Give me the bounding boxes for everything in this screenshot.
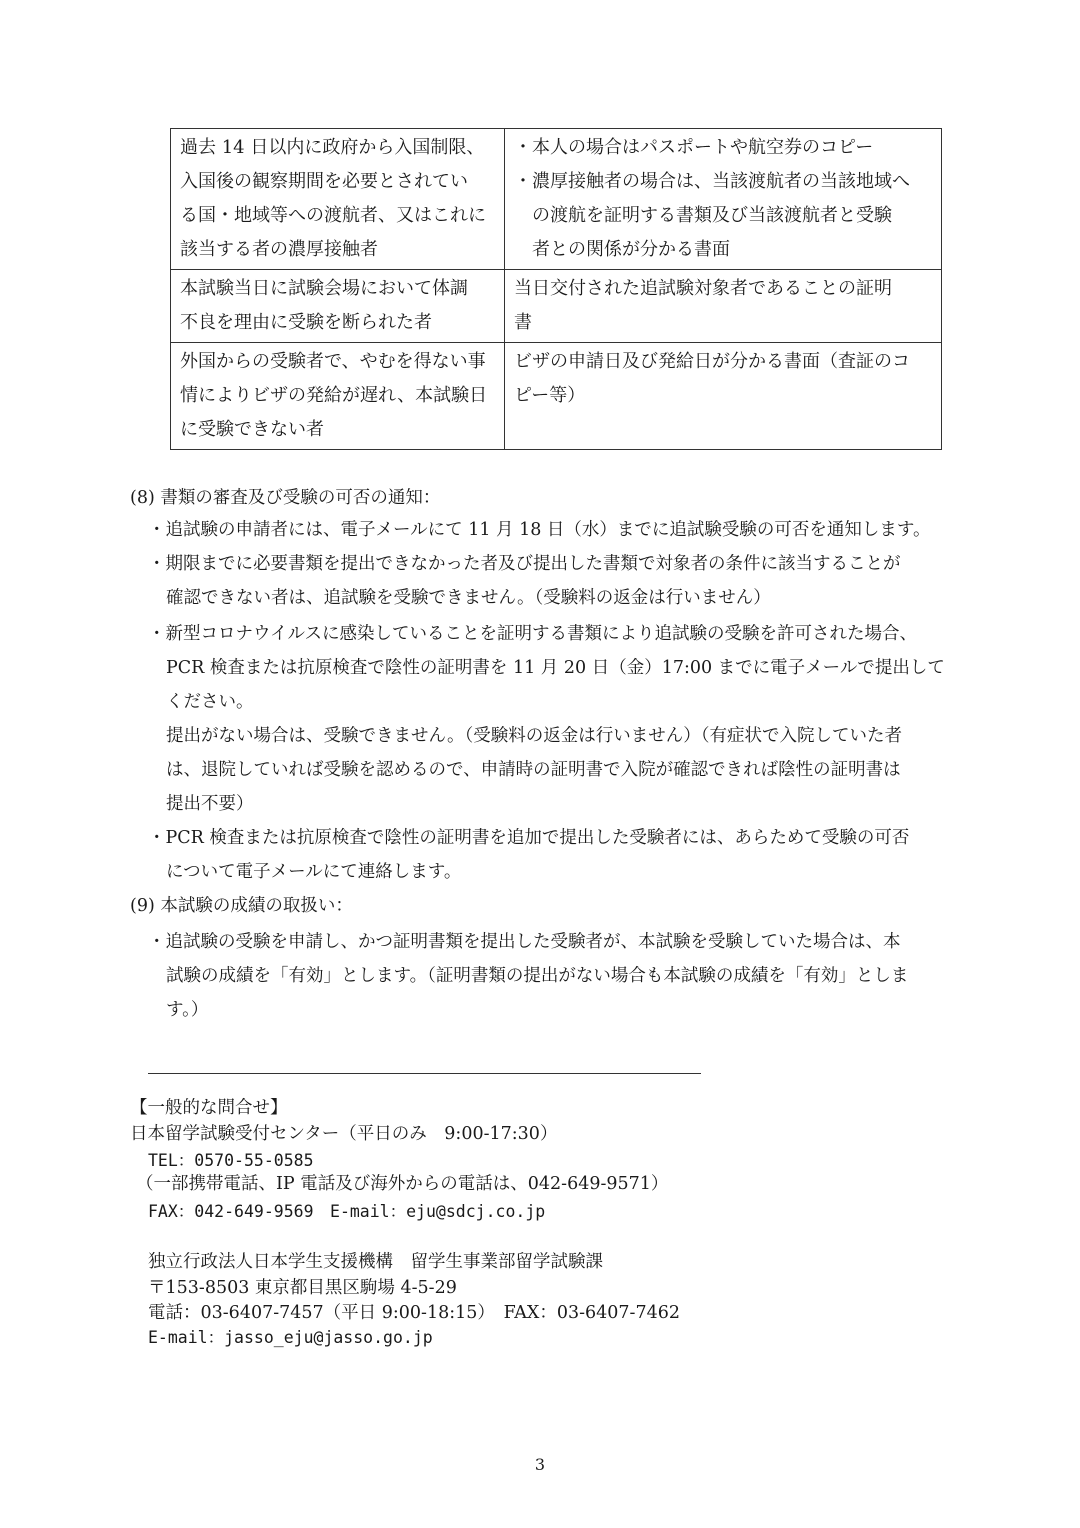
contact-org: 独立行政法人日本学生支援機構 留学生事業部留学試験課 bbox=[148, 1252, 603, 1272]
section-8-line: ください。 bbox=[166, 692, 254, 712]
cell-text: 当日交付された追試験対象者であることの証明 bbox=[514, 278, 892, 299]
cell-text: 過去 14 日以内に政府から入国制限、 bbox=[180, 137, 485, 158]
cell-text: に受験できない者 bbox=[180, 419, 324, 440]
section-9-line: ・追試験の受験を申請し、かつ証明書類を提出した受験者が、本試験を受験していた場合は、本 bbox=[148, 932, 901, 952]
section-8-line: は、退院していれば受験を認めるので、申請時の証明書で入院が確認できれば陰性の証明書は bbox=[166, 760, 901, 780]
cell-text: 者との関係が分かる書面 bbox=[532, 239, 730, 260]
cell-text: ・本人の場合はパスポートや航空券のコピー bbox=[514, 137, 874, 158]
table-cell-documents bbox=[505, 129, 942, 270]
section-8-line: 確認できない者は、追試験を受験できません。（受験料の返金は行いません） bbox=[166, 588, 771, 608]
cell-text: 該当する者の濃厚接触者 bbox=[180, 239, 378, 260]
table-cell-documents bbox=[505, 270, 942, 343]
divider-line bbox=[148, 1073, 701, 1074]
table-cell-condition bbox=[171, 129, 505, 270]
section-9-line: 試験の成績を「有効」とします。（証明書類の提出がない場合も本試験の成績を「有効」としま bbox=[166, 966, 909, 986]
cell-text: る国・地域等への渡航者、又はこれに bbox=[180, 205, 486, 226]
table-row bbox=[171, 129, 942, 270]
cell-text: 入国後の観察期間を必要とされてい bbox=[180, 171, 468, 192]
cell-text: の渡航を証明する書類及び当該渡航者と受験 bbox=[532, 205, 892, 226]
cell-text: 情によりビザの発給が遅れ、本試験日 bbox=[180, 385, 488, 406]
section-8-line: PCR 検査または抗原検査で陰性の証明書を 11 月 20 日（金）17:00 までに電子メールで提出して bbox=[166, 658, 945, 678]
section-9-line: す。） bbox=[166, 1000, 209, 1020]
section-8-line: 提出がない場合は、受験できません。（受験料の返金は行いません）（有症状で入院していた者 bbox=[166, 726, 903, 746]
cell-text: ・濃厚接触者の場合は、当該渡航者の当該地域へ bbox=[514, 171, 910, 192]
cell-text: ビザの申請日及び発給日が分かる書面（査証のコ bbox=[514, 351, 910, 372]
section-8-line: ・期限までに必要書類を提出できなかった者及び提出した書類で対象者の条件に該当することが bbox=[148, 554, 901, 574]
cell-text: 本試験当日に試験会場において体調 bbox=[180, 278, 468, 299]
contact-tel: TEL：0570-55-0585 bbox=[148, 1151, 314, 1170]
requirements-table bbox=[170, 128, 942, 450]
page-number: 3 bbox=[534, 1455, 546, 1474]
contact-phone-fax: 電話：03-6407-7457（平日 9:00-18:15） FAX：03-6407-7462 bbox=[148, 1303, 681, 1323]
cell-text: 書 bbox=[514, 312, 532, 333]
section-8-line: ・PCR 検査または抗原検査で陰性の証明書を追加で提出した受験者には、あらためて受験の可否 bbox=[148, 828, 910, 848]
table-cell-condition bbox=[171, 270, 505, 343]
table-cell-condition bbox=[171, 343, 505, 450]
table-row bbox=[171, 343, 942, 450]
cell-text: 外国からの受験者で、やむを得ない事 bbox=[180, 351, 486, 372]
section-8-line: について電子メールにて連絡します。 bbox=[166, 862, 462, 882]
section-9-heading: (9) 本試験の成績の取扱い： bbox=[130, 896, 353, 916]
contact-tel-note: （一部携帯電話、IP 電話及び海外からの電話は、042-649-9571） bbox=[136, 1174, 669, 1194]
table-row bbox=[171, 270, 942, 343]
contact-center: 日本留学試験受付センター（平日のみ 9:00-17:30） bbox=[130, 1124, 558, 1144]
table-cell-documents bbox=[505, 343, 942, 450]
cell-text: ピー等） bbox=[514, 385, 586, 406]
contact-fax-email: FAX：042-649-9569 E-mail：eju@sdcj.co.jp bbox=[148, 1202, 546, 1221]
contact-email: E-mail：jasso_eju@jasso.go.jp bbox=[148, 1328, 433, 1347]
section-8-line: ・新型コロナウイルスに感染していることを証明する書類により追試験の受験を許可された場合、 bbox=[148, 624, 917, 644]
cell-text: 不良を理由に受験を断られた者 bbox=[180, 312, 432, 333]
section-8-line: ・追試験の申請者には、電子メールにて 11 月 18 日（水）までに追試験受験の可否を通知します。 bbox=[148, 520, 931, 540]
contact-address: 〒153-8503 東京都目黒区駒場 4-5-29 bbox=[148, 1278, 457, 1298]
section-8-heading: (8) 書類の審査及び受験の可否の通知： bbox=[130, 488, 441, 508]
contact-title: 【一般的な問合せ】 bbox=[130, 1098, 288, 1118]
section-8-line: 提出不要） bbox=[166, 794, 254, 814]
